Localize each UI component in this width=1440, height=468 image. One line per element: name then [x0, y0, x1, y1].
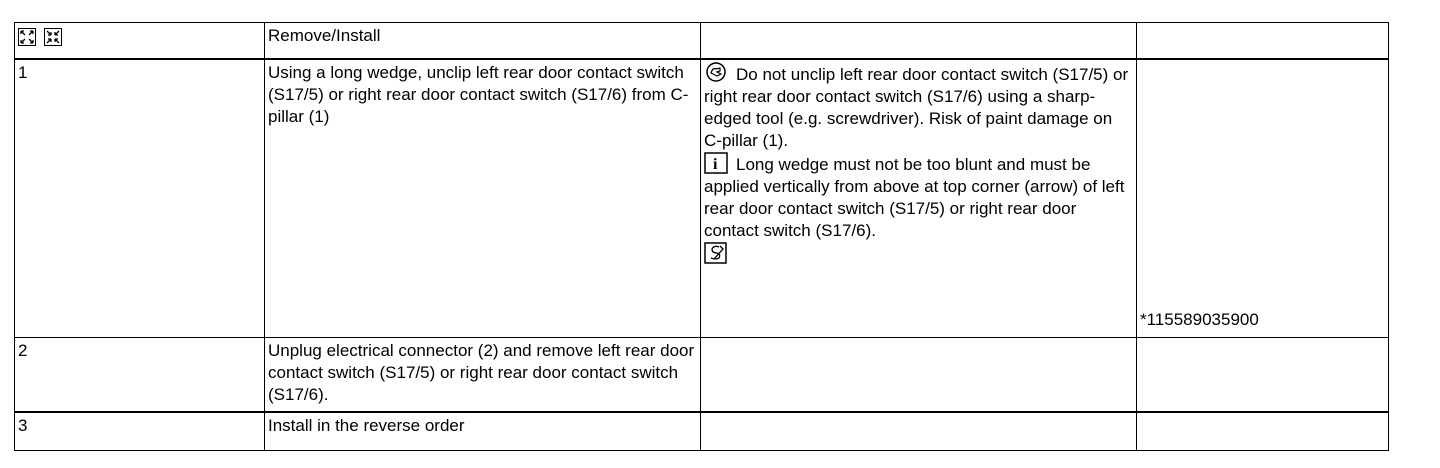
step-number: 3 [15, 412, 265, 451]
step-number: 1 [15, 59, 265, 338]
step-instruction: Using a long wedge, unclip left rear door contact switch (S17/5) or right rear door contact switch (S17/6) from C-pillar (1) [265, 59, 701, 338]
header-icons-cell [15, 23, 265, 59]
info-icon [704, 152, 730, 174]
caution-text: Do not unclip left rear door contact switch (S17/5) or right rear door contact switch (S17/6) using a sharp-edged tool (e.g. screwdriver). Risk of paint damage on C-pillar (1). [704, 64, 1129, 150]
step-notes [701, 59, 1137, 338]
table-row [15, 59, 1389, 338]
image-reference-cell [1137, 59, 1389, 338]
step-instruction: Install in the reverse order [265, 412, 701, 451]
step-instruction: Unplug electrical connector (2) and remove left rear door contact switch (S17/5) or right rear door contact switch (S17/6). [265, 338, 701, 412]
table-header-row [15, 23, 1389, 59]
special-tool-note [704, 242, 1133, 270]
caution-hand-icon [704, 62, 730, 84]
header-empty-cell [1137, 23, 1389, 59]
table-row [15, 412, 1389, 451]
empty-cell [1137, 412, 1389, 451]
header-empty-cell [701, 23, 1137, 59]
empty-cell [701, 412, 1137, 451]
special-tool-icon [704, 242, 728, 264]
svg-text:i: i [713, 155, 718, 173]
empty-cell [1137, 338, 1389, 412]
empty-cell [701, 338, 1137, 412]
collapse-arrows-icon[interactable] [44, 28, 62, 46]
image-reference[interactable]: *115589035900 [1140, 310, 1259, 329]
caution-note [704, 62, 1133, 152]
expand-arrows-icon[interactable] [18, 28, 36, 46]
procedure-table [14, 22, 1389, 451]
info-note [704, 152, 1133, 242]
info-text: Long wedge must not be too blunt and must be applied vertically from above at top corner (arrow) of left rear door contact switch (S17/5) or right rear door contact switch (S17/6). [704, 154, 1125, 240]
table-row [15, 338, 1389, 412]
header-title: Remove/Install [265, 23, 701, 59]
step-number: 2 [15, 338, 265, 412]
